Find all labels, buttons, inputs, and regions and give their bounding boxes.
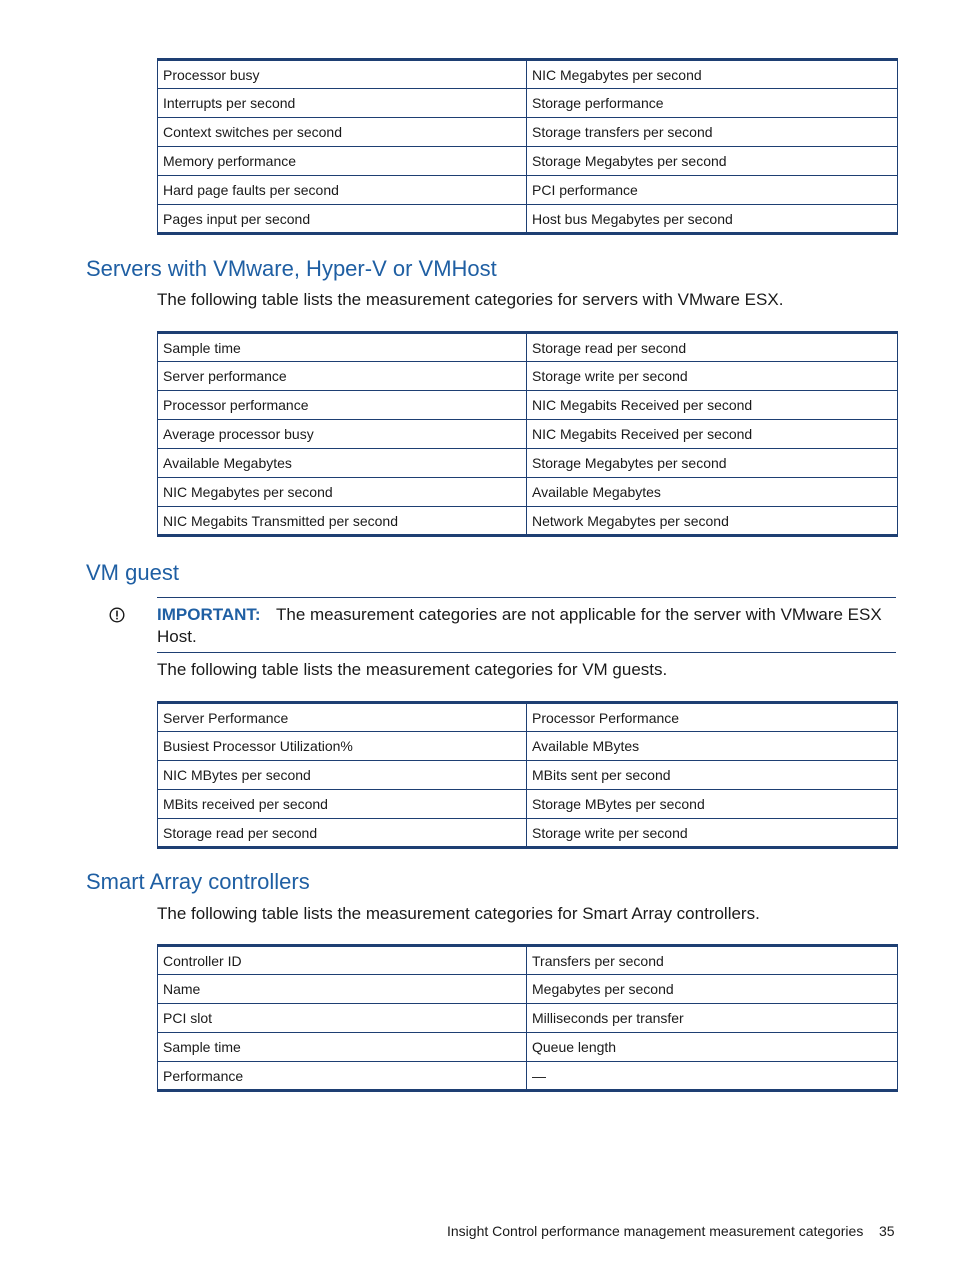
table-cell: Storage Megabytes per second xyxy=(527,449,898,478)
table-cell: — xyxy=(527,1062,898,1091)
table-row xyxy=(158,790,898,819)
table-vm-guest-categories xyxy=(157,701,898,849)
table-cell: Network Megabytes per second xyxy=(527,507,898,536)
table-cell: NIC Megabits Received per second xyxy=(527,391,898,420)
table-cell: Busiest Processor Utilization% xyxy=(158,732,527,761)
table-cell: Storage read per second xyxy=(158,819,527,848)
table-row xyxy=(158,946,898,975)
table-cell: NIC Megabytes per second xyxy=(527,60,898,89)
table-cell: NIC Megabits Transmitted per second xyxy=(158,507,527,536)
table-vmware-categories xyxy=(157,331,898,537)
important-text-line2: Host. xyxy=(157,627,197,646)
table-row xyxy=(158,819,898,848)
table-cell: Processor Performance xyxy=(527,703,898,732)
table-cell: Server performance xyxy=(158,362,527,391)
section-heading-smart-array: Smart Array controllers xyxy=(86,869,310,894)
table-cell: Average processor busy xyxy=(158,420,527,449)
table-cell: Available Megabytes xyxy=(527,478,898,507)
vmware-intro-text: The following table lists the measurement categories for servers with VMware ESX. xyxy=(157,290,784,309)
important-label: IMPORTANT: xyxy=(157,605,261,624)
table-cell: PCI slot xyxy=(158,1004,527,1033)
exclamation-circle-icon xyxy=(109,607,125,628)
section-heading-vm-guest: VM guest xyxy=(86,560,179,585)
table-row xyxy=(158,507,898,536)
table-row xyxy=(158,362,898,391)
vm-guest-intro-text: The following table lists the measurement categories for VM guests. xyxy=(157,660,668,679)
section-heading-vmware: Servers with VMware, Hyper-V or VMHost xyxy=(86,256,497,281)
table-row xyxy=(158,732,898,761)
table-cell: NIC Megabits Received per second xyxy=(527,420,898,449)
table-cell: MBits sent per second xyxy=(527,761,898,790)
table-cell: Available Megabytes xyxy=(158,449,527,478)
table-row xyxy=(158,449,898,478)
table-row xyxy=(158,975,898,1004)
table-cell: Sample time xyxy=(158,1033,527,1062)
table-row xyxy=(158,118,898,147)
table-cell: Storage Megabytes per second xyxy=(527,147,898,176)
table-row xyxy=(158,761,898,790)
table-row xyxy=(158,205,898,234)
table-cell: Processor busy xyxy=(158,60,527,89)
table-row xyxy=(158,176,898,205)
table-cell: Storage MBytes per second xyxy=(527,790,898,819)
table-row xyxy=(158,420,898,449)
table-cell: Storage performance xyxy=(527,89,898,118)
table-cell: MBits received per second xyxy=(158,790,527,819)
table-row xyxy=(158,478,898,507)
table-cell: Megabytes per second xyxy=(527,975,898,1004)
table-row xyxy=(158,333,898,362)
footer-title: Insight Control performance management measurement categories xyxy=(447,1223,864,1239)
page-number: 35 xyxy=(879,1223,895,1239)
table-cell: NIC MBytes per second xyxy=(158,761,527,790)
table-cell: Storage write per second xyxy=(527,362,898,391)
table-row xyxy=(158,60,898,89)
table-row xyxy=(158,391,898,420)
table-cell: Storage transfers per second xyxy=(527,118,898,147)
important-bottom-rule xyxy=(157,652,896,653)
important-text-line1: The measurement categories are not applicable for the server with VMware ESX xyxy=(276,605,882,624)
table-cell: Storage write per second xyxy=(527,819,898,848)
table-smart-array-categories xyxy=(157,944,898,1092)
table-row xyxy=(158,1004,898,1033)
table-cell: PCI performance xyxy=(527,176,898,205)
table-row xyxy=(158,1033,898,1062)
table-cell: Pages input per second xyxy=(158,205,527,234)
table-cell: Server Performance xyxy=(158,703,527,732)
table-cell: Milliseconds per transfer xyxy=(527,1004,898,1033)
table-cell: Hard page faults per second xyxy=(158,176,527,205)
table-cell: Available MBytes xyxy=(527,732,898,761)
table-processor-categories xyxy=(157,58,898,235)
table-row xyxy=(158,703,898,732)
table-row xyxy=(158,147,898,176)
smart-array-intro-text: The following table lists the measurement categories for Smart Array controllers. xyxy=(157,904,760,923)
table-cell: Host bus Megabytes per second xyxy=(527,205,898,234)
table-cell: Storage read per second xyxy=(527,333,898,362)
table-cell: Name xyxy=(158,975,527,1004)
table-cell: Performance xyxy=(158,1062,527,1091)
table-cell: NIC Megabytes per second xyxy=(158,478,527,507)
table-cell: Interrupts per second xyxy=(158,89,527,118)
table-cell: Context switches per second xyxy=(158,118,527,147)
table-cell: Queue length xyxy=(527,1033,898,1062)
table-cell: Memory performance xyxy=(158,147,527,176)
table-row xyxy=(158,89,898,118)
table-row xyxy=(158,1062,898,1091)
table-cell: Transfers per second xyxy=(527,946,898,975)
table-cell: Processor performance xyxy=(158,391,527,420)
table-cell: Sample time xyxy=(158,333,527,362)
important-top-rule xyxy=(157,597,896,598)
table-cell: Controller ID xyxy=(158,946,527,975)
